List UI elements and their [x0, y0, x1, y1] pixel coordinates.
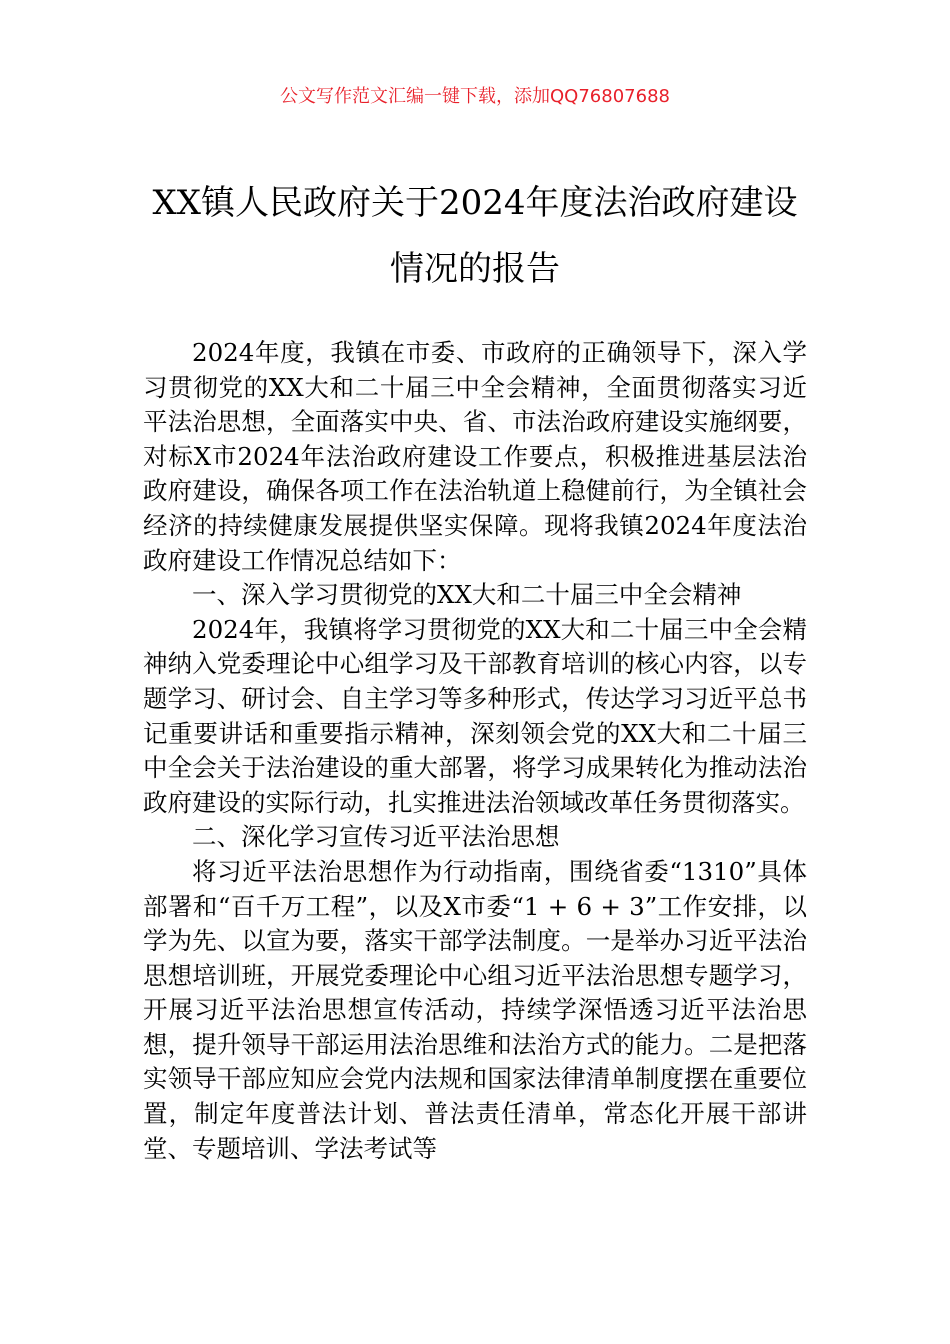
- section-1-paragraph: 2024年，我镇将学习贯彻党的XX大和二十届三中全会精神纳入党委理论中心组学习及干部教育培训的核心内容，以专题学习、研讨会、自主学习等多种形式，传达学习习近平总书记重要讲话和重要指示精神，深刻领会党的XX大和二十届三中全会关于法治建设的重大部署，将学习成果转化为推动法治政府建设的实际行动，扎实推进法治领域改革任务贯彻落实。: [143, 614, 807, 817]
- watermark-text: 公文写作范文汇编一键下载，添加QQ76807688: [280, 86, 670, 107]
- section-heading-2: 二、深化学习宣传习近平法治思想: [192, 822, 560, 852]
- document-body: [143, 336, 807, 1166]
- document-title: XX镇人民政府关于2024年度法治政府建设情况的报告: [152, 183, 798, 289]
- intro-paragraph: 2024年度，我镇在市委、市政府的正确领导下，深入学习贯彻党的XX大和二十届三中全会精神，全面贯彻落实习近平法治思想，全面落实中央、省、市法治政府建设实施纲要，对标X市2024年法治政府建设工作要点，积极推进基层法治政府建设，确保各项工作在法治轨道上稳健前行，为全镇社会经济的持续健康发展提供坚实保障。现将我镇2024年度法治政府建设工作情况总结如下：: [143, 338, 807, 575]
- section-heading-1: 一、深入学习贯彻党的XX大和二十届三中全会精神: [192, 580, 742, 610]
- section-2-paragraph: 将习近平法治思想作为行动指南，围绕省委“1310”具体部署和“百千万工程”，以及X市委“1 + 6 + 3”工作安排，以学为先、以宣为要，落实干部学法制度。一是举办习近平法治思想培训班，开展党委理论中心组习近平法治思想专题学习，开展习近平法治思想宣传活动，持续学深悟透习近平法治思想，提升领导干部运用法治思维和法治方式的能力。二是把落实领导干部应知应会党内法规和国家法律清单制度摆在重要位置，制定年度普法计划、普法责任清单，常态化开展干部讲堂、专题培训、学法考试等: [143, 856, 807, 1163]
